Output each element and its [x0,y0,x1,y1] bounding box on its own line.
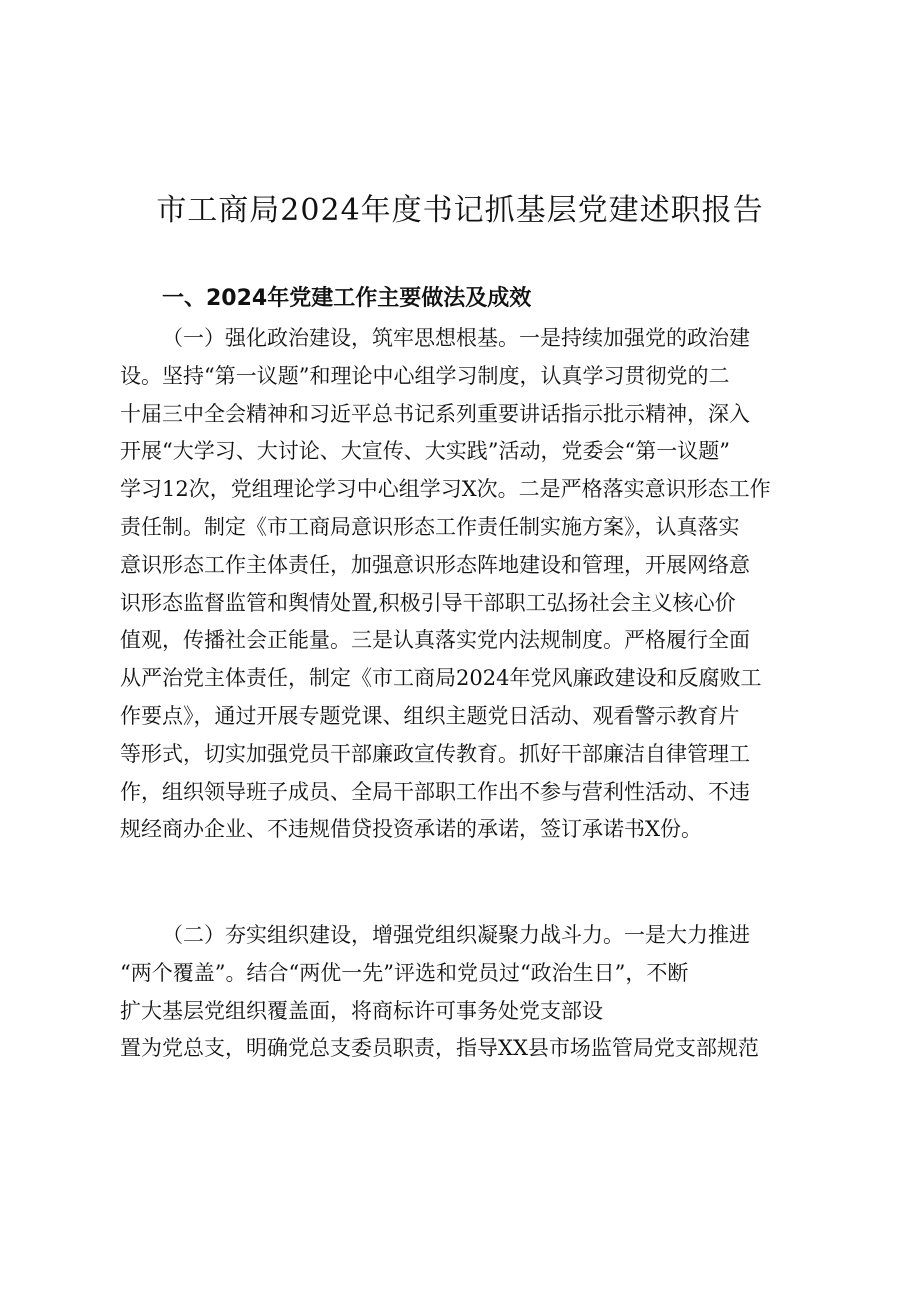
paragraph-line: 从严治党主体责任，制定《市工商局2024年党风廉政建设和反腐败工 [120,666,762,691]
section-heading-1: 一、2024年党建工作主要做法及成效 [162,286,532,311]
paragraph-line: 等形式，切实加强党员干部廉政宣传教育。抓好干部廉洁自律管理工 [120,741,750,766]
paragraph-line: 规经商办企业、不违规借贷投资承诺的承诺，签订承诺书X份。 [120,817,702,842]
paragraph-line: 置为党总支，明确党总支委员职责，指导XX县市场监管局党支部规范 [120,1036,759,1061]
paragraph-line: “两个覆盖”。结合“两优一先”评选和党员过“政治生日”，不断 [120,960,689,985]
paragraph-line: 学习12次，党组理论学习中心组学习X次。二是严格落实意识形态工作 [120,477,771,502]
paragraph-line: 扩大基层党组织覆盖面，将商标许可事务处党支部设 [120,998,603,1023]
paragraph-line: 开展“大学习、大讨论、大宣传、大实践”活动，党委会“第一议题” [120,439,730,464]
paragraph-line: 意识形态工作主体责任，加强意识形态阵地建设和管理，开展网络意 [120,552,750,577]
document-title: 市工商局2024年度书记抓基层党建述职报告 [156,193,764,228]
paragraph-line: （二）夯实组织建设，增强党组织凝聚力战斗力。一是大力推进 [162,923,750,947]
paragraph-line: 十届三中全会精神和习近平总书记系列重要讲话指示批示精神，深入 [120,401,750,426]
paragraph-line: 设。坚持“第一议题”和理论中心组学习制度，认真学习贯彻党的二 [120,363,730,388]
paragraph-line: 作要点》，通过开展专题党课、组织主题党日活动、观看警示教育片 [120,703,740,728]
paragraph-line: 作，组织领导班子成员、全局干部职工作出不参与营利性活动、不违 [120,779,750,804]
paragraph-2 [120,917,820,1068]
paragraph-line: （一）强化政治建设，筑牢思想根基。一是持续加强党的政治建 [162,326,750,350]
paragraph-line: 识形态监督监管和舆情处置,积极引导干部职工弘扬社会主义核心价 [120,590,736,615]
paragraph-line: 责任制。制定《市工商局意识形态工作责任制实施方案》，认真落实 [120,514,740,539]
paragraph-line: 值观，传播社会正能量。三是认真落实党内法规制度。严格履行全面 [120,628,750,653]
paragraph-1 [120,320,820,849]
